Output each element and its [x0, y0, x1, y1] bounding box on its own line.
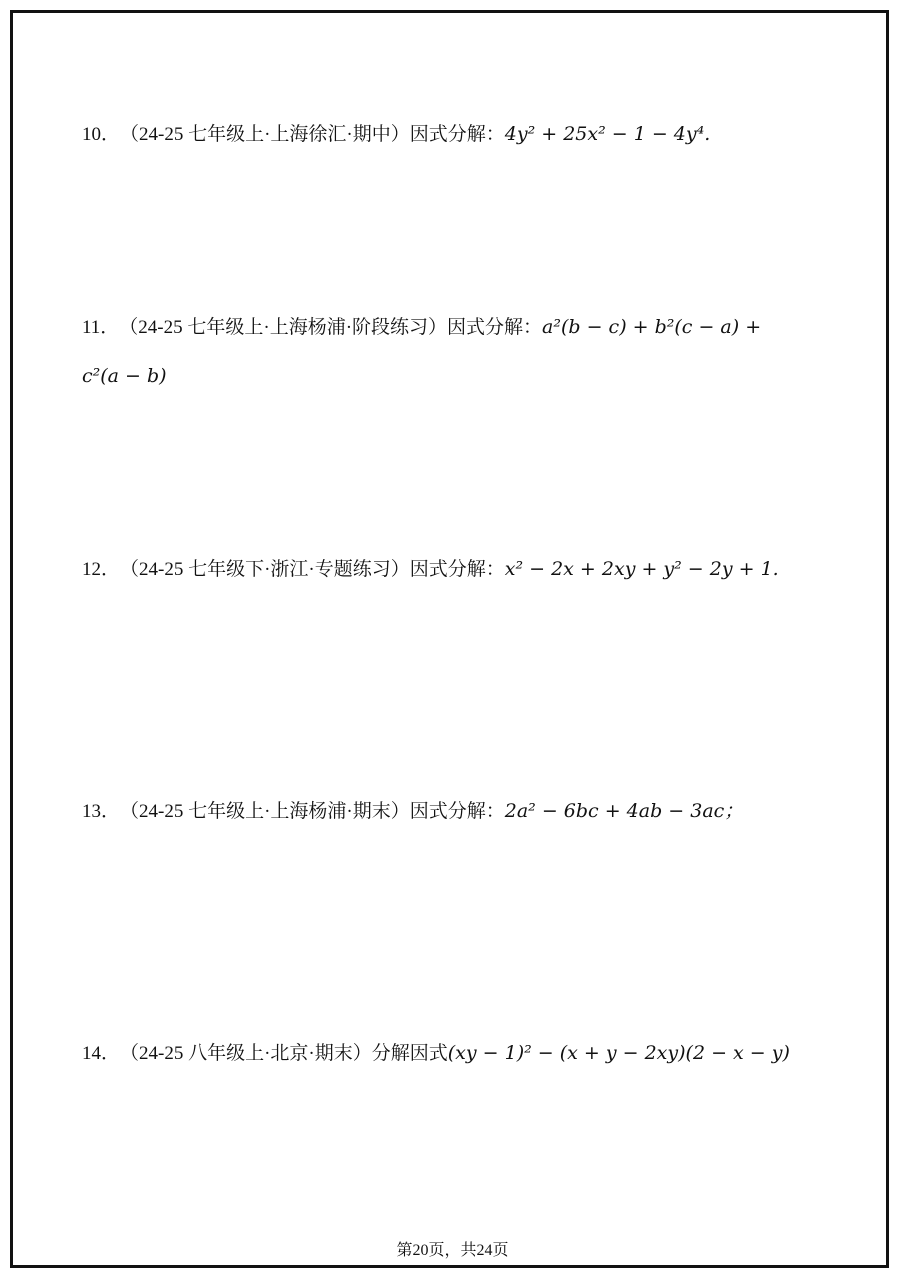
page-border [10, 10, 889, 1268]
problem-source: （24-25 七年级下·浙江·专题练习）因式分解： [120, 559, 505, 580]
page-footer: 第20页，共24页 [396, 1242, 509, 1259]
problem-13 [82, 787, 743, 836]
problem-expression: a²(b − c) + b²(c − a) + [542, 316, 762, 338]
problem-number: 13． [82, 801, 121, 822]
problem-number: 10． [82, 124, 121, 145]
problem-number: 14． [82, 1043, 121, 1064]
problem-expression-continued: c²(a − b) [82, 365, 167, 387]
problem-source: （24-25 八年级上·北京·期末）分解因式 [120, 1043, 448, 1064]
problem-source: （24-25 七年级上·上海杨浦·阶段练习）因式分解： [119, 317, 543, 338]
problem-expression: 4y² + 25x² − 1 − 4y⁴. [504, 123, 711, 145]
problem-expression: (xy − 1)² − (x + y − 2xy)(2 − x − y) [447, 1042, 790, 1064]
problem-14 [82, 1029, 790, 1078]
problem-number: 11． [82, 317, 120, 338]
problem-number: 12． [82, 559, 121, 580]
problem-expression: 2a² − 6bc + 4ab − 3ac； [504, 800, 744, 822]
problem-source: （24-25 七年级上·上海杨浦·期末）因式分解： [120, 801, 505, 822]
problem-11 [82, 303, 761, 400]
problem-12 [82, 545, 779, 594]
problem-expression: x² − 2x + 2xy + y² − 2y + 1. [504, 558, 779, 580]
problem-10 [82, 110, 710, 159]
problem-source: （24-25 七年级上·上海徐汇·期中）因式分解： [120, 124, 505, 145]
